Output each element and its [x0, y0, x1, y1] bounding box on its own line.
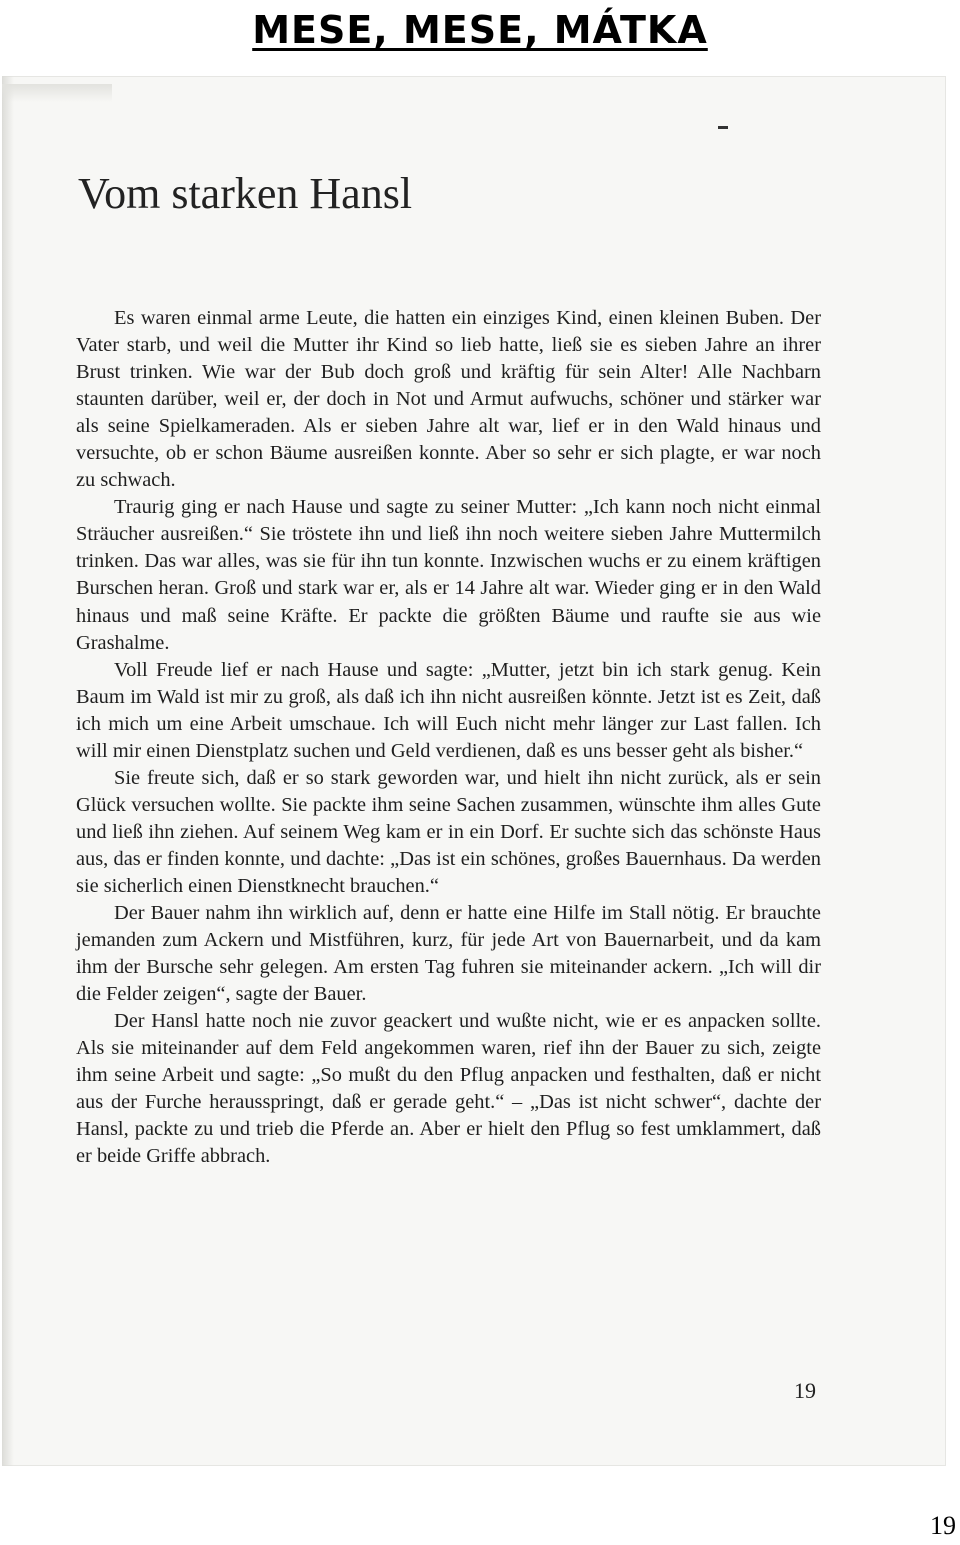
- paragraph: Der Bauer nahm ihn wirklich auf, denn er hatte eine Hilfe im Stall nötig. Er brauchte jemanden zum Ackern und Mistführen, kurz, für jede Art von Bauernarbeit, und da kam ihm der Bursche sehr gelegen. Am ersten Tag fuhren sie miteinander ackern. „Ich will dir die Felder zeigen“, sagte der Bauer.: [76, 902, 821, 1006]
- story-title: Vom starken Hansl: [78, 169, 413, 218]
- scan-crease: [2, 84, 112, 102]
- document-title: MESE, MESE, MÁTKA: [252, 8, 708, 52]
- story-body: [76, 305, 821, 1171]
- scanned-book-page: [2, 76, 946, 1466]
- scan-shadow-edge: [2, 76, 14, 1466]
- book-page-number: 19: [794, 1378, 816, 1403]
- page-number: 19: [930, 1511, 956, 1540]
- scan-dash-mark: [718, 126, 728, 129]
- paragraph: Der Hansl hatte noch nie zuvor geackert und wußte nicht, wie er es anpacken sollte. Als sie miteinander auf dem Feld angekommen waren, rief ihn der Bauer zu sich, zeigte ihm seine Arbeit und sagte: „So mußt du den Pflug anpacken und festhalten, daß er nicht aus der Furche herausspringt, daß er gerade geht.“ – „Das ist nicht schwer“, dachte der Hansl, packte zu und trieb die Pferde an. Aber er hielt den Pflug so fest umklammert, daß er beide Griffe abbrach.: [76, 1010, 821, 1168]
- paragraph: Traurig ging er nach Hause und sagte zu seiner Mutter: „Ich kann noch nicht einmal Sträucher ausreißen.“ Sie tröstete ihn und ließ ihn noch weitere sieben Jahre Muttermilch trinken. Das war alles, was sie für ihn tun konnte. Inzwischen wuchs er zu einem kräftigen Burschen heran. Groß und stark war er, als er 14 Jahre alt war. Wieder ging er in den Wald hinaus und maß seine Kräfte. Er packte die größten Bäume und raufte sie aus wie Grashalme.: [76, 496, 821, 654]
- paragraph: Sie freute sich, daß er so stark geworden war, und hielt ihn nicht zurück, als er sein Glück versuchen wollte. Sie packte ihm seine Sachen zusammen, wünschte ihm alles Gute und ließ ihn ziehen. Auf seinem Weg kam er in ein Dorf. Er suchte sich das schönste Haus aus, das er finden konnte, und dachte: „Das ist ein schönes, großes Bauernhaus. Da werden sie sicherlich einen Dienstknecht brauchen.“: [76, 766, 821, 897]
- paragraph: Es waren einmal arme Leute, die hatten ein einziges Kind, einen kleinen Buben. Der Vater starb, und weil die Mutter ihr Kind so lieb hatte, ließ sie es sieben Jahre an ihrer Brust trinken. Wie war der Bub doch groß und kräftig für sein Alter! Alle Nachbarn staunten darüber, weil er, der doch in Not und Armut aufwuchs, schöner und stärker war als seine Spielkameraden. Als er sieben Jahre alt war, lief er in den Wald hinaus und versuchte, ob er schon Bäume ausreißen konnte. Aber so sehr er sich plagte, er war noch zu schwach.: [76, 307, 821, 492]
- paragraph: Voll Freude lief er nach Hause und sagte: „Mutter, jetzt bin ich stark genug. Kein Baum im Wald ist mir zu groß, als daß ich ihn nicht ausreißen könnte. Jetzt ist es Zeit, daß ich mich um eine Arbeit umschaue. Ich will Euch nicht mehr länger zur Last fallen. Ich will mir einen Dienstplatz suchen und Geld verdienen, daß es uns besser geht als bisher.“: [76, 658, 821, 762]
